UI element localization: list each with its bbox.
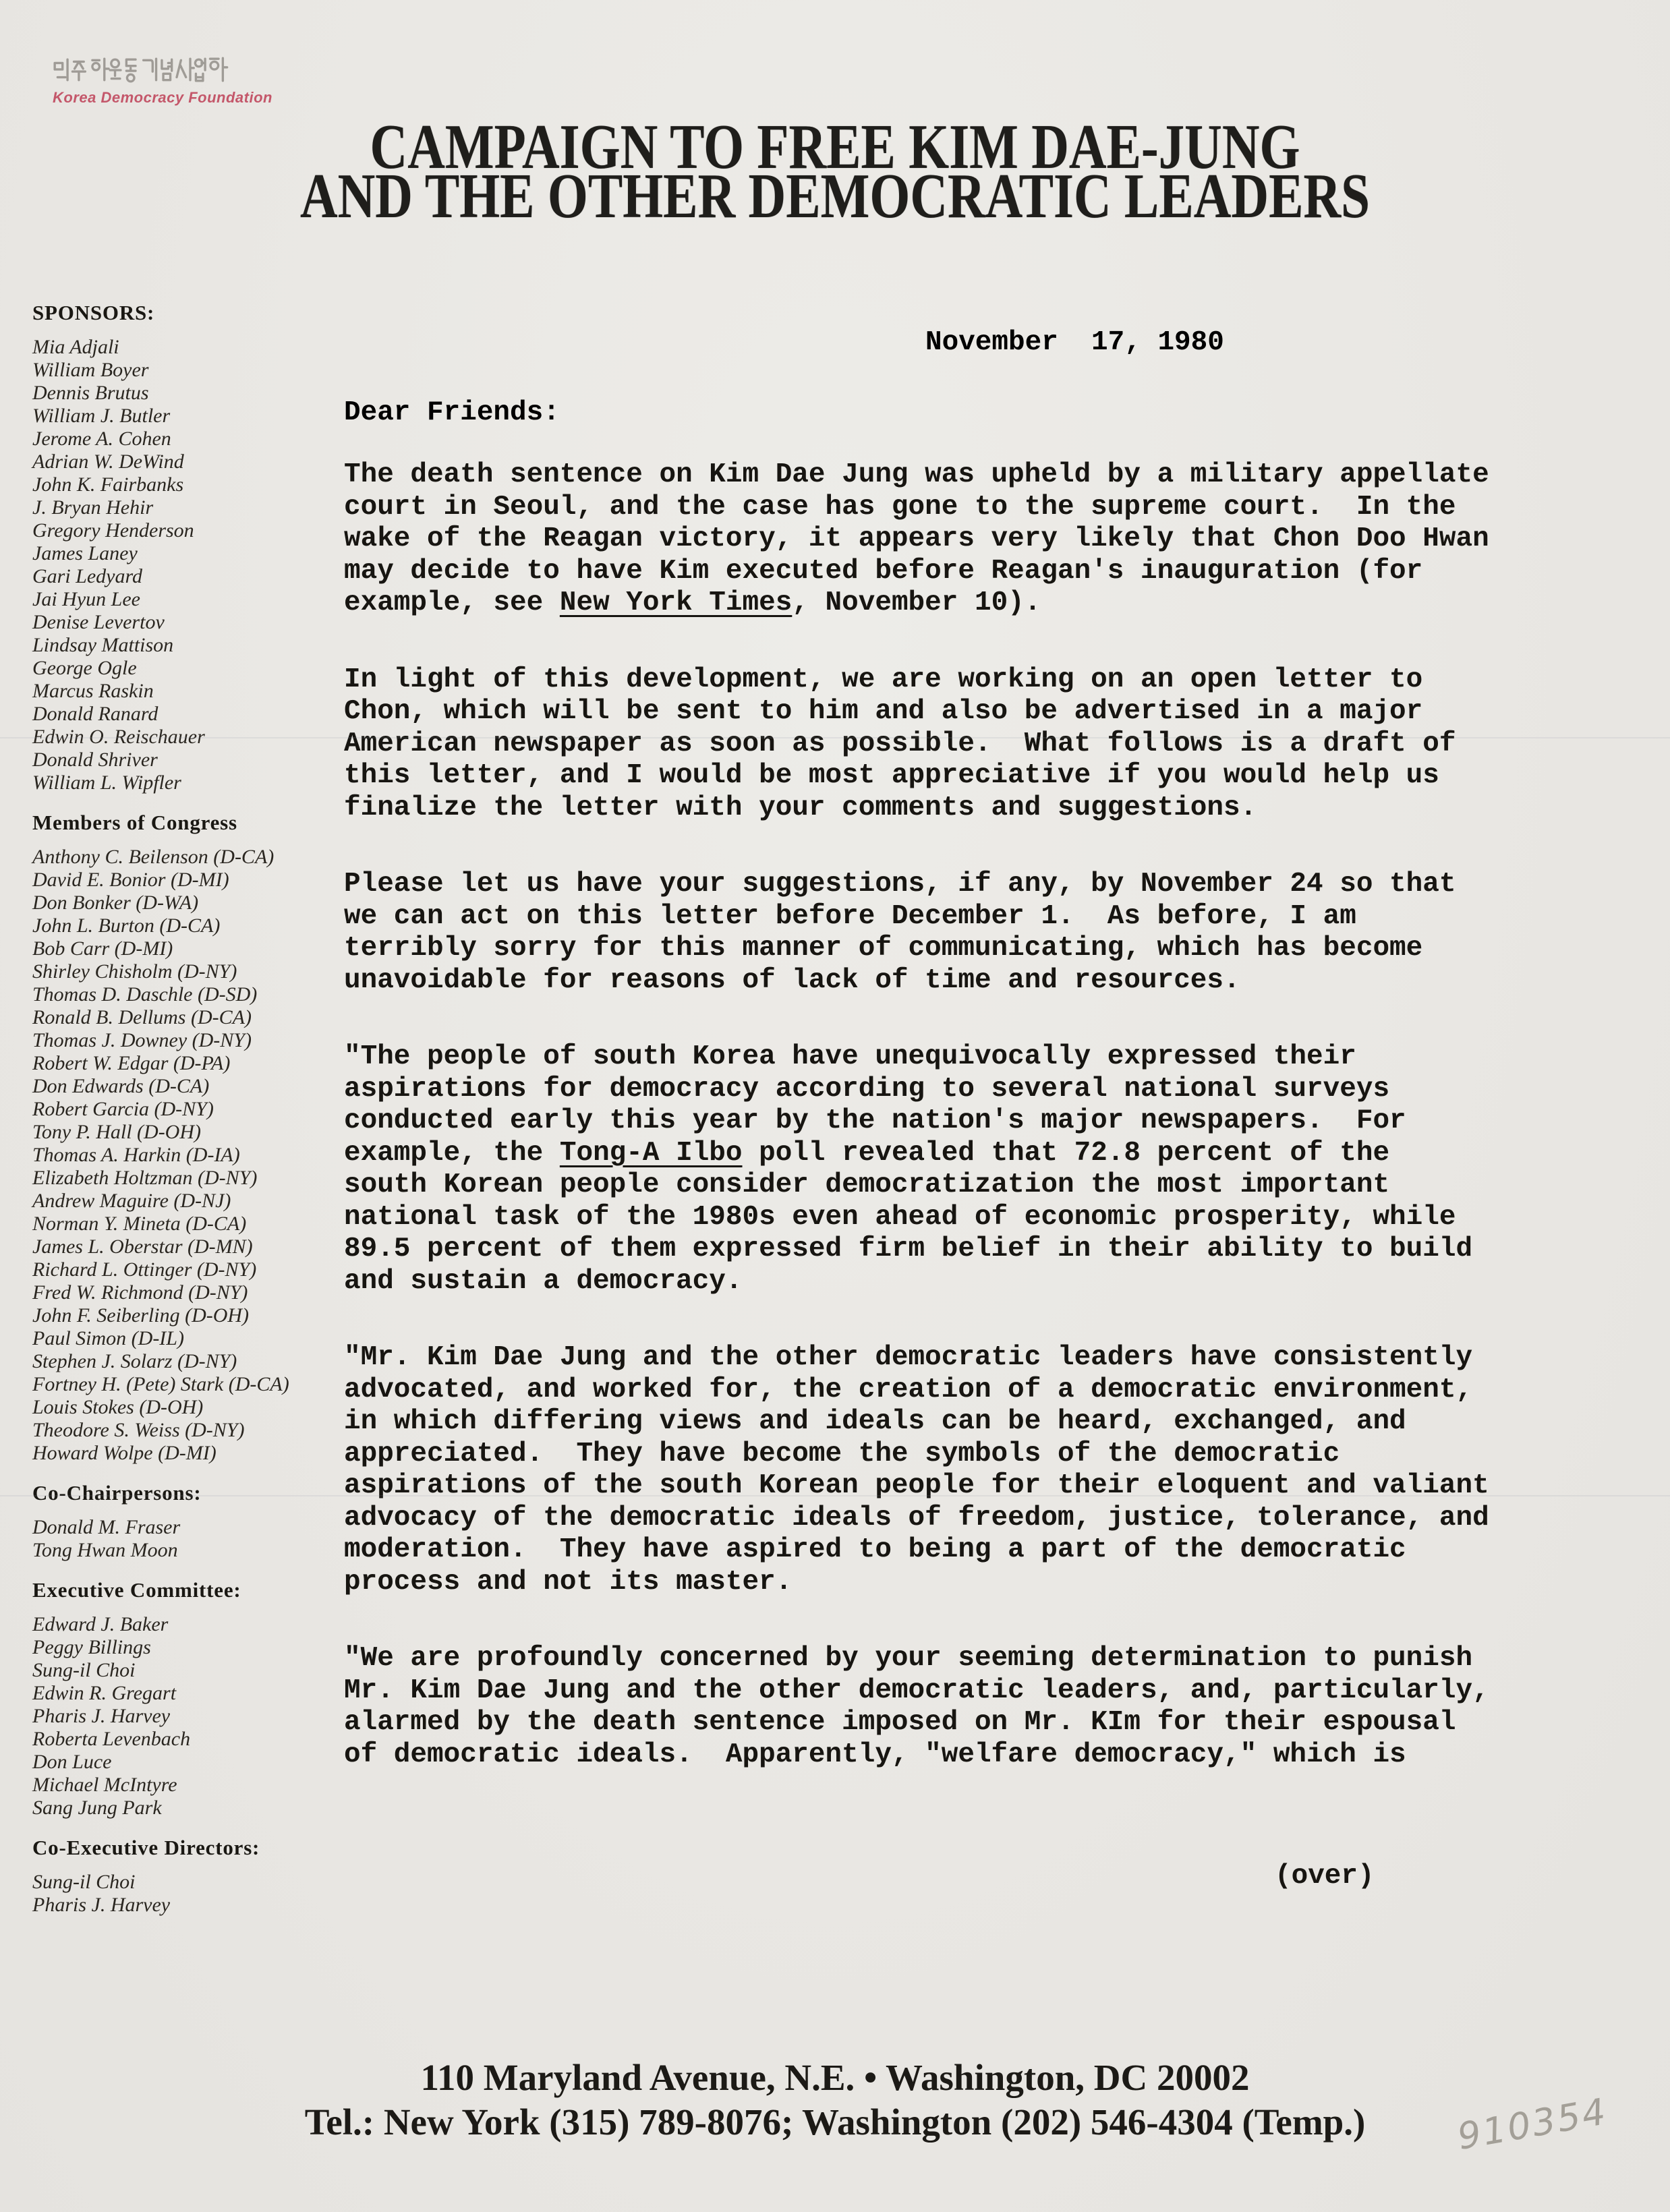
sidebar-name: Gregory Henderson [32, 519, 194, 542]
letter-line [344, 965, 1558, 997]
letter-line [344, 933, 1558, 965]
letter-text: and sustain a democracy. [344, 1265, 743, 1297]
sidebar-name: Michael McIntyre [32, 1774, 177, 1796]
letter-text: process and not its master. [344, 1566, 793, 1598]
sidebar-name: Louis Stokes (D-OH) [32, 1396, 204, 1418]
sidebar-heading-0: SPONSORS: [32, 301, 155, 324]
sidebar-name: Thomas A. Harkin (D-IA) [32, 1144, 240, 1166]
letter-text: aspirations of the south Korean people for their eloquent and valiant [344, 1470, 1489, 1501]
sidebar-name: Don Bonker (D-WA) [32, 892, 199, 914]
handwritten-archive-number: 910354 [1454, 2090, 1611, 2158]
logo-english-label: Korea Democracy Foundation [53, 89, 272, 106]
letter-text: wake of the Reagan victory, it appears very likely that Chon Doo Hwan [344, 523, 1489, 554]
sidebar-name: Dennis Brutus [32, 382, 149, 404]
letter-text: , November 10). [792, 587, 1041, 618]
letter-line [344, 1534, 1558, 1567]
letter-line [344, 1266, 1558, 1298]
letter-text: In light of this development, we are working on an open letter to [344, 664, 1423, 695]
sidebar-name: J. Bryan Hehir [32, 496, 154, 519]
letter-line [344, 1707, 1558, 1739]
sidebar-list-3 [32, 1613, 356, 1820]
sidebar-name: Paul Simon (D-IL) [32, 1327, 184, 1349]
letter-text: in which differing views and ideals can be heard, exchanged, and [344, 1406, 1406, 1437]
letter-text: terribly sorry for this manner of communicating, which has become [344, 933, 1423, 964]
sidebar-name: Pharis J. Harvey [32, 1705, 171, 1727]
letter-line [344, 1233, 1558, 1266]
sidebar-name: Fred W. Richmond (D-NY) [32, 1281, 248, 1304]
sidebar-name: Anthony C. Beilenson (D-CA) [32, 846, 275, 868]
sidebar-name: Sung-il Choi [32, 1659, 136, 1681]
letter-text: this letter, and I would be most appreciative if you would help us [344, 760, 1439, 791]
letter-line [344, 1438, 1558, 1471]
sidebar-name: Thomas D. Daschle (D-SD) [32, 983, 258, 1006]
letter-line [344, 869, 1558, 901]
title-line-2: AND THE OTHER DEMOCRATIC LEADERS [299, 161, 1371, 231]
sidebar-name: Don Edwards (D-CA) [32, 1075, 210, 1097]
letter-body [344, 459, 1558, 1815]
letter-line [344, 664, 1558, 697]
sidebar-name: Tong Hwan Moon [32, 1539, 178, 1561]
sponsors-sidebar [32, 301, 356, 1933]
sidebar-name: Howard Wolpe (D-MI) [32, 1442, 217, 1464]
letter-line [344, 556, 1558, 588]
letter-paragraph-6 [344, 1643, 1558, 1771]
underlined-text: New York Times [559, 587, 793, 618]
sidebar-name: Donald Shriver [32, 749, 158, 771]
letter-line [344, 1470, 1558, 1503]
sidebar-name: Robert Garcia (D-NY) [32, 1098, 214, 1120]
letter-text: advocacy of the democratic ideals of freedom, justice, tolerance, and [344, 1502, 1489, 1534]
letter-line [344, 1643, 1558, 1675]
sidebar-name: Gari Ledyard [32, 565, 143, 587]
sidebar-name: Donald M. Fraser [32, 1516, 181, 1538]
sidebar-name: Robert W. Edgar (D-PA) [32, 1052, 231, 1074]
korean-calligraphy-logo-icon [53, 57, 231, 84]
letter-line [344, 1739, 1558, 1772]
sidebar-name: Don Luce [32, 1751, 112, 1773]
letter-text: "The people of south Korea have unequivocally expressed their [344, 1041, 1356, 1072]
sidebar-name: Peggy Billings [32, 1636, 151, 1658]
sidebar-name: Richard L. Ottinger (D-NY) [32, 1258, 257, 1281]
letter-text: moderation. They have aspired to being a part of the democratic [344, 1534, 1406, 1565]
sidebar-name: Lindsay Mattison [32, 634, 174, 656]
letter-text: national task of the 1980s even ahead of economic prosperity, while [344, 1201, 1456, 1233]
sidebar-name: Edwin R. Gregart [32, 1682, 177, 1704]
letter-text: alarmed by the death sentence imposed on Mr. KIm for their espousal [344, 1707, 1456, 1738]
letter-salutation: Dear Friends: [344, 397, 560, 428]
sidebar-name: Donald Ranard [32, 703, 159, 725]
letter-line [344, 1675, 1558, 1708]
letter-line [344, 1567, 1558, 1599]
sidebar-list-1 [32, 846, 356, 1465]
sidebar-name: Edwin O. Reischauer [32, 726, 205, 748]
sidebar-name: William Boyer [32, 359, 149, 381]
letter-text: Please let us have your suggestions, if any, by November 24 so that [344, 869, 1456, 900]
sidebar-name: Edward J. Baker [32, 1613, 169, 1635]
sidebar-name: Theodore S. Weiss (D-NY) [32, 1419, 245, 1441]
sidebar-name: James L. Oberstar (D-MN) [32, 1235, 253, 1258]
letter-line [344, 1169, 1558, 1202]
sidebar-name: Roberta Levenbach [32, 1728, 191, 1750]
sidebar-name: James Laney [32, 542, 138, 564]
sidebar-name: Fortney H. (Pete) Stark (D-CA) [32, 1373, 289, 1395]
letter-line [344, 792, 1558, 825]
letter-paragraph-5 [344, 1342, 1558, 1598]
letter-line [344, 492, 1558, 524]
title-line-1: CAMPAIGN TO FREE KIM DAE-JUNG [370, 112, 1300, 182]
letter-text: The death sentence on Kim Dae Jung was upheld by a military appellate [344, 459, 1489, 490]
letter-text: aspirations for democracy according to several national surveys [344, 1073, 1390, 1105]
letter-text: we can act on this letter before December 1. As before, I am [344, 900, 1356, 932]
sidebar-name: John L. Burton (D-CA) [32, 914, 221, 937]
letter-text: south Korean people consider democratization the most important [344, 1169, 1390, 1200]
sidebar-name: David E. Bonior (D-MI) [32, 869, 229, 891]
letter-line [344, 1105, 1558, 1138]
sidebar-name: Norman Y. Mineta (D-CA) [32, 1213, 247, 1235]
footer-address: 110 Maryland Avenue, N.E. • Washington, DC 20002 [420, 2057, 1250, 2098]
letter-text: "We are profoundly concerned by your seeming determination to punish [344, 1643, 1473, 1674]
letter-text: Mr. Kim Dae Jung and the other democratic leaders, and, particularly, [344, 1675, 1489, 1706]
letter-line [344, 728, 1558, 761]
letter-text: unavoidable for reasons of lack of time and resources. [344, 964, 1240, 996]
sidebar-name: John F. Seiberling (D-OH) [32, 1304, 250, 1327]
letter-text: example, see [344, 587, 560, 618]
letter-text: finalize the letter with your comments and suggestions. [344, 792, 1257, 823]
letter-line [344, 1374, 1558, 1407]
sidebar-name: William J. Butler [32, 405, 171, 427]
letter-paragraph-3 [344, 869, 1558, 997]
sidebar-name: Thomas J. Downey (D-NY) [32, 1029, 252, 1051]
sidebar-name: Sang Jung Park [32, 1797, 162, 1819]
korea-democracy-foundation-logo [53, 57, 272, 106]
sidebar-name: George Ogle [32, 657, 137, 679]
letter-text: American newspaper as soon as possible. What follows is a draft of [344, 728, 1456, 759]
sidebar-name: Sung-il Choi [32, 1871, 136, 1893]
footer-phone: Tel.: New York (315) 789-8076; Washington (202) 546-4304 (Temp.) [304, 2101, 1366, 2143]
letter-line [344, 760, 1558, 792]
letter-text: "Mr. Kim Dae Jung and the other democratic leaders have consistently [344, 1342, 1473, 1373]
scan-fold-line [0, 737, 1670, 738]
letter-line [344, 1342, 1558, 1374]
sidebar-name: Marcus Raskin [32, 680, 154, 702]
sidebar-name: Adrian W. DeWind [32, 450, 184, 473]
letter-text: Chon, which will be sent to him and also be advertised in a major [344, 696, 1423, 727]
letter-line [344, 1202, 1558, 1234]
letter-text: 89.5 percent of them expressed firm belief in their ability to build [344, 1233, 1473, 1264]
letter-paragraph-4 [344, 1041, 1558, 1298]
letter-text: conducted early this year by the nation's major newspapers. For [344, 1105, 1406, 1136]
letter-paragraph-2 [344, 664, 1558, 825]
sidebar-list-4 [32, 1871, 356, 1917]
letter-paragraph-1 [344, 459, 1558, 620]
sidebar-name: Elizabeth Holtzman (D-NY) [32, 1167, 258, 1189]
sidebar-name: Jai Hyun Lee [32, 588, 140, 610]
sidebar-heading-3: Executive Committee: [32, 1578, 241, 1602]
letter-date: November 17, 1980 [925, 327, 1224, 358]
sidebar-heading-1: Members of Congress [32, 811, 237, 834]
sidebar-name: Stephen J. Solarz (D-NY) [32, 1350, 237, 1372]
letter-line [344, 459, 1558, 492]
sidebar-heading-2: Co-Chairpersons: [32, 1481, 202, 1505]
letter-text: advocated, and worked for, the creation of a democratic environment, [344, 1374, 1473, 1405]
over-note: (over) [1275, 1861, 1375, 1892]
sidebar-heading-4: Co-Executive Directors: [32, 1836, 260, 1859]
letter-line [344, 587, 1558, 620]
sidebar-name: William L. Wipfler [32, 772, 181, 794]
letter-text: poll revealed that 72.8 percent of the [742, 1137, 1390, 1169]
letter-line [344, 523, 1558, 556]
sidebar-name: Shirley Chisholm (D-NY) [32, 960, 237, 983]
sidebar-list-0 [32, 336, 356, 794]
letter-line [344, 1406, 1558, 1438]
letter-line [344, 901, 1558, 933]
scan-fold-line [0, 1495, 1670, 1496]
sidebar-name: John K. Fairbanks [32, 473, 184, 496]
letter-text: court in Seoul, and the case has gone to the supreme court. In the [344, 491, 1456, 523]
letter-line [344, 1138, 1558, 1170]
sidebar-name: Denise Levertov [32, 611, 165, 633]
letter-line [344, 1041, 1558, 1074]
underlined-text: Tong-A Ilbo [559, 1137, 743, 1169]
sidebar-name: Pharis J. Harvey [32, 1894, 171, 1916]
letter-text: of democratic ideals. Apparently, "welfare democracy," which is [344, 1739, 1406, 1770]
letterhead-title [0, 112, 1670, 231]
letter-line [344, 696, 1558, 728]
letter-text: example, the [344, 1137, 560, 1169]
sidebar-list-2 [32, 1516, 356, 1562]
letter-text: may decide to have Kim executed before Reagan's inauguration (for [344, 555, 1423, 587]
sidebar-name: Mia Adjali [32, 336, 119, 358]
letter-line [344, 1074, 1558, 1106]
sidebar-name: Tony P. Hall (D-OH) [32, 1121, 202, 1143]
letter-line [344, 1503, 1558, 1535]
sidebar-name: Ronald B. Dellums (D-CA) [32, 1006, 252, 1028]
sidebar-name: Bob Carr (D-MI) [32, 937, 173, 960]
sidebar-name: Andrew Maguire (D-NJ) [32, 1190, 231, 1212]
sidebar-name: Jerome A. Cohen [32, 428, 171, 450]
letter-text: appreciated. They have become the symbols of the democratic [344, 1438, 1340, 1469]
